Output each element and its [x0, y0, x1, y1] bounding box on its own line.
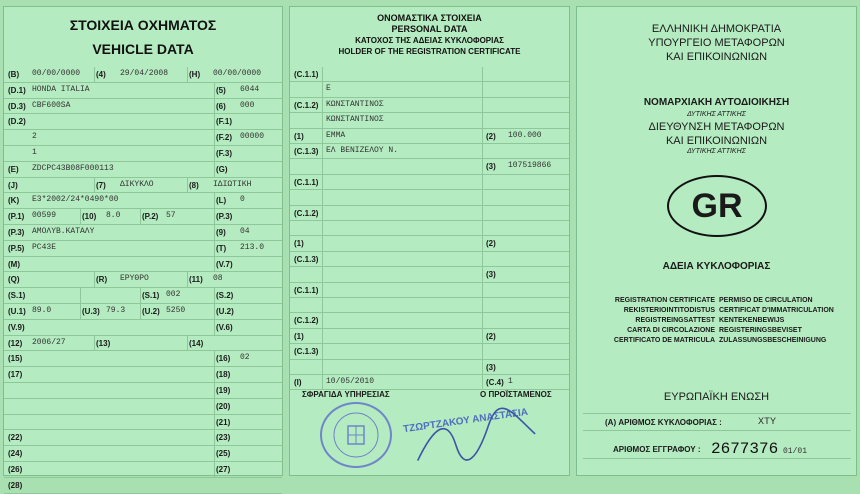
vehicle-row: [4, 130, 282, 146]
vehicle-field-label: (12): [8, 338, 23, 348]
vehicle-row-divider: [187, 336, 188, 352]
personal-row-divider: [322, 329, 323, 344]
vehicle-field-label: (26): [8, 465, 23, 474]
personal-field-label: (C.1.3): [294, 254, 319, 264]
vehicle-row: [4, 257, 282, 273]
vehicle-row: [4, 178, 282, 194]
vehicle-field-label: (S.1): [8, 291, 26, 301]
personal-row-divider: [482, 113, 483, 128]
personal-field-value: ΕΜΜΑ: [326, 130, 346, 140]
authority-panel: [576, 6, 857, 476]
personal-row-divider: [482, 190, 483, 205]
personal-row: [290, 144, 569, 159]
personal-row: [290, 236, 569, 251]
vehicle-row: [4, 304, 282, 320]
personal-field-value: ΕΛ ΒΕΝΙΖΕΛΟΥ Ν.: [326, 146, 399, 155]
vehicle-row: [4, 83, 282, 99]
personal-field-label: (1): [294, 239, 304, 249]
personal-row: [290, 190, 569, 205]
vehicle-field-label: (P.3): [8, 228, 25, 237]
personal-row: [290, 375, 569, 390]
certificate-translation: CERTIFICATO DE MATRICULA: [613, 337, 715, 344]
vehicle-row: [4, 446, 282, 462]
vehicle-field-label: (T): [216, 243, 227, 253]
personal-row-divider: [482, 221, 483, 236]
vehicle-field-label: (11): [189, 275, 203, 285]
vehicle-field-value: 89.0: [32, 306, 52, 315]
certificate-translation: REGISTRATION CERTIFICATE: [614, 297, 715, 304]
personal-row-divider: [322, 298, 323, 313]
vehicle-row: [4, 399, 282, 415]
personal-row-divider: [482, 67, 483, 82]
vehicle-field-label: (F.3): [216, 149, 232, 158]
vehicle-field-label: (25): [216, 449, 231, 459]
personal-row: [290, 67, 569, 82]
vehicle-row: [4, 320, 282, 336]
seal-label: ΣΦΡΑΓΙΔΑ ΥΠΗΡΕΣΙΑΣ: [302, 390, 390, 399]
vehicle-row-divider: [214, 193, 215, 209]
personal-field-label: (C.1.1): [294, 70, 319, 79]
vehicle-row-divider: [214, 288, 215, 304]
vehicle-row-divider: [80, 288, 81, 304]
vehicle-field-value: ΔΙΚΥΚΛΟ: [120, 179, 154, 189]
personal-row-divider: [482, 313, 483, 328]
republic-line: ΕΛΛΗΝΙΚΗ ΔΗΜΟΚΡΑΤΙΑ: [651, 23, 782, 35]
vehicle-field-label: (7): [96, 180, 106, 190]
vehicle-field-value: ΑΜΟΛΥΒ.ΚΑΤΑΛΥ: [32, 227, 95, 236]
vehicle-field-label: (H): [189, 70, 201, 79]
vehicle-field-label: (J): [8, 180, 18, 190]
seal-emblem-icon: [322, 404, 390, 466]
eu-label: ΕΥΡΩΠΑΪΚΗ ΕΝΩΣΗ: [663, 391, 770, 403]
personal-field-label: (C.1.2): [294, 208, 319, 218]
vehicle-row-divider: [187, 178, 188, 194]
certificate-translation: PERMISO DE CIRCULATION: [719, 297, 813, 304]
vehicle-row-divider: [140, 288, 141, 304]
certificate-translation: KENTEKENBEWIJS: [719, 317, 785, 324]
vehicle-field-label: (F.1): [216, 117, 232, 127]
vehicle-field-label: (U.1): [8, 307, 26, 316]
vehicle-row: [4, 225, 282, 241]
vehicle-row-divider: [214, 367, 215, 383]
vehicle-field-value: 0: [240, 195, 245, 205]
personal-row-divider: [322, 360, 323, 375]
personal-row: [290, 360, 569, 375]
personal-field-label: (C.1.3): [294, 347, 319, 357]
vehicle-row: [4, 162, 282, 178]
personal-row-divider: [322, 283, 323, 298]
personal-row-divider: [322, 67, 323, 82]
personal-row-divider: [482, 267, 483, 282]
personal-row: [290, 344, 569, 359]
personal-row-divider: [482, 252, 483, 267]
vehicle-field-value: 00/00/0000: [213, 69, 262, 78]
vehicle-row-divider: [94, 272, 95, 288]
vehicle-row-divider: [214, 430, 215, 446]
vehicle-row: [4, 288, 282, 304]
personal-row-divider: [482, 360, 483, 375]
personal-row: [290, 113, 569, 128]
vehicle-row-divider: [140, 209, 141, 225]
personal-row-divider: [482, 159, 483, 174]
plate-row: [583, 413, 851, 431]
vehicle-field-label: (B): [8, 70, 20, 79]
vehicle-row-divider: [214, 99, 215, 115]
vehicle-field-label: (S.1): [142, 291, 160, 301]
vehicle-field-label: (6): [216, 101, 226, 111]
document-number-label: ΑΡΙΘΜΟΣ ΕΓΓΡΑΦΟΥ :: [613, 445, 701, 454]
personal-field-value: ΚΩΝΣΤΑΝΤΙΝΟΣ: [326, 99, 384, 109]
vehicle-row: [4, 415, 282, 431]
personal-row-divider: [322, 159, 323, 174]
certificate-translation: ZULASSUNGSBESCHEINIGUNG: [719, 337, 827, 344]
vehicle-row-divider: [94, 336, 95, 352]
vehicle-field-value: ΕΡΥΘΡΟ: [120, 274, 149, 284]
vehicle-row-divider: [80, 304, 81, 320]
vehicle-row: [4, 146, 282, 162]
personal-title-greek: ΟΝΟΜΑΣΤΙΚΑ ΣΤΟΙΧΕΙΑ: [377, 13, 482, 23]
vehicle-field-label: (S.2): [216, 291, 234, 301]
vehicle-field-label: (19): [216, 386, 231, 395]
vehicle-field-label: (4): [96, 70, 106, 79]
personal-row-divider: [482, 283, 483, 298]
vehicle-field-label: (14): [189, 338, 204, 348]
vehicle-field-label: (E): [8, 164, 19, 174]
personal-side-label: (3): [486, 270, 496, 280]
vehicle-field-label: (Q): [8, 275, 20, 285]
personal-row-divider: [482, 344, 483, 359]
vehicle-field-value: ZDCPC43B08F000113: [32, 163, 114, 173]
personal-row-divider: [482, 144, 483, 159]
directorate-line: ΔΙΕΥΘΥΝΣΗ ΜΕΤΑΦΟΡΩΝ: [648, 121, 785, 133]
vehicle-row-divider: [214, 241, 215, 257]
vehicle-field-label: (G): [216, 164, 228, 174]
vehicle-field-label: (8): [189, 180, 199, 190]
certificate-title: ΑΔΕΙΑ ΚΥΚΛΟΦΟΡΙΑΣ: [662, 261, 771, 272]
round-seal-stamp: [320, 402, 392, 468]
personal-field-value: ΚΩΝΣΤΑΝΤΙΝΟΣ: [326, 115, 384, 125]
certificate-translation: REGISTREINGSATTEST: [635, 317, 715, 324]
vehicle-row: [4, 272, 282, 288]
vehicle-row-divider: [214, 130, 215, 146]
name-stamp: [391, 391, 564, 483]
vehicle-row-divider: [214, 162, 215, 178]
vehicle-row-divider: [187, 67, 188, 83]
vehicle-field-value: 1: [32, 148, 37, 157]
personal-row: [290, 98, 569, 113]
vehicle-row-divider: [214, 257, 215, 273]
stamp-name-text: ΤΖΩΡΤΖΑΚΟΥ ΑΝΑΣΤΑΣΙΑ: [402, 406, 529, 436]
personal-row-divider: [322, 190, 323, 205]
personal-row-divider: [482, 82, 483, 97]
document-number-suffix: 01/01: [783, 447, 808, 456]
holder-title-english: HOLDER OF THE REGISTRATION CERTIFICATE: [338, 47, 521, 56]
personal-side-label: (3): [486, 362, 496, 372]
head-label: Ο ΠΡΟΪΣΤΑΜΕΝΟΣ: [480, 390, 552, 399]
vehicle-row-divider: [94, 178, 95, 194]
personal-row-divider: [322, 267, 323, 282]
vehicle-title-english: VEHICLE DATA: [92, 41, 194, 57]
vehicle-data-panel: [3, 6, 283, 490]
personal-row: [290, 313, 569, 328]
personal-side-label: (2): [486, 239, 496, 249]
vehicle-field-label: (18): [216, 370, 231, 380]
personal-title-english: PERSONAL DATA: [391, 24, 468, 34]
vehicle-field-value: 02: [240, 353, 250, 363]
personal-row: [290, 175, 569, 190]
vehicle-row: [4, 336, 282, 352]
vehicle-field-label: (24): [8, 449, 23, 459]
signature-icon: [391, 393, 548, 473]
personal-row-divider: [322, 206, 323, 221]
vehicle-field-value: 6044: [240, 84, 260, 94]
vehicle-field-value: 08: [213, 274, 223, 284]
certificate-translation: REGISTERINGSBEVISET: [719, 327, 802, 334]
vehicle-field-label: (13): [96, 338, 111, 348]
vehicle-field-label: (K): [8, 196, 20, 206]
vehicle-field-label: (D.3): [8, 101, 26, 111]
certificate-translation: CERTIFICAT D'IMMATRICULATION: [719, 307, 834, 314]
vehicle-field-value: 29/04/2008: [120, 69, 169, 78]
vehicle-field-value: 79.3: [106, 306, 126, 315]
personal-row-divider: [322, 175, 323, 190]
personal-row-divider: [482, 298, 483, 313]
personal-field-label: (C.1.3): [294, 147, 319, 156]
vehicle-field-value: 000: [240, 100, 255, 110]
vehicle-row-divider: [187, 272, 188, 288]
personal-row-divider: [322, 144, 323, 159]
plate-label: (A) ΑΡΙΘΜΟΣ ΚΥΚΛΟΦΟΡΙΑΣ :: [605, 418, 722, 427]
vehicle-field-label: (U.3): [82, 307, 100, 316]
vehicle-field-label: (P.5): [8, 243, 25, 253]
vehicle-row: [4, 478, 282, 494]
vehicle-field-label: (21): [216, 417, 231, 427]
vehicle-row-divider: [214, 83, 215, 99]
country-code-oval: GR: [667, 175, 767, 237]
personal-field-value: Ε: [326, 84, 331, 94]
vehicle-row-divider: [214, 415, 215, 431]
personal-side-label: (3): [486, 162, 496, 172]
vehicle-row-divider: [214, 320, 215, 336]
vehicle-row: [4, 99, 282, 115]
personal-row-divider: [482, 98, 483, 113]
personal-row-divider: [482, 129, 483, 144]
personal-row: [290, 283, 569, 298]
vehicle-field-value: HONDA ITALIA: [32, 84, 90, 94]
vehicle-field-label: (9): [216, 228, 226, 237]
personal-row: [290, 252, 569, 267]
vehicle-row: [4, 193, 282, 209]
vehicle-row-divider: [214, 146, 215, 162]
document-number-row: [583, 437, 851, 459]
vehicle-field-label: (M): [8, 259, 20, 269]
personal-field-label: (I): [294, 378, 302, 387]
vehicle-row: [4, 209, 282, 225]
personal-field-label: (C.1.2): [294, 100, 319, 110]
personal-row-divider: [322, 98, 323, 113]
personal-side-label: (2): [486, 131, 496, 141]
vehicle-field-value: CBF600SA: [32, 100, 71, 110]
vehicle-field-value: 8.0: [106, 211, 121, 221]
vehicle-row-divider: [214, 304, 215, 320]
ministry-line-2: ΚΑΙ ΕΠΙΚΟΙΝΩΝΙΩΝ: [665, 51, 768, 63]
vehicle-field-label: (P.1): [8, 212, 25, 222]
region-line-2: ΔΥΤΙΚΗΣ ΑΤΤΙΚΗΣ: [687, 148, 746, 155]
vehicle-field-value: 57: [166, 211, 176, 221]
vehicle-field-value: 5250: [166, 306, 186, 315]
personal-side-value: 100.000: [508, 130, 542, 140]
personal-side-label: (C.4): [486, 378, 504, 387]
vehicle-field-label: (D.2): [8, 117, 26, 127]
vehicle-row: [4, 367, 282, 383]
personal-side-value: 107519866: [508, 161, 552, 171]
personal-row-divider: [322, 221, 323, 236]
vehicle-field-label: (P.3): [216, 212, 233, 222]
vehicle-field-label: (17): [8, 370, 23, 380]
vehicle-field-label: (10): [82, 212, 97, 222]
certificate-translation: REKISTERIOINTITODISTUS: [623, 307, 715, 314]
vehicle-field-value: 2: [32, 132, 37, 142]
personal-row: [290, 129, 569, 144]
vehicle-row-divider: [214, 399, 215, 415]
region-line: ΔΥΤΙΚΗΣ ΑΤΤΙΚΗΣ: [687, 111, 746, 118]
vehicle-field-value: 002: [166, 290, 181, 300]
personal-row-divider: [482, 375, 483, 390]
personal-row: [290, 221, 569, 236]
vehicle-field-value: 00000: [240, 132, 265, 142]
personal-row-divider: [322, 82, 323, 97]
vehicle-field-label: (27): [216, 465, 231, 474]
vehicle-field-label: (22): [8, 433, 23, 443]
plate-value: XTY: [758, 417, 777, 428]
vehicle-row-divider: [214, 383, 215, 399]
vehicle-row-divider: [94, 67, 95, 83]
vehicle-field-value: 00/00/0000: [32, 69, 81, 78]
vehicle-row: [4, 430, 282, 446]
vehicle-field-label: (U.2): [216, 307, 234, 316]
personal-field-label: (1): [294, 131, 304, 141]
personal-side-label: (2): [486, 331, 496, 341]
personal-field-label: (C.1.1): [294, 285, 319, 295]
document-number-value: 2677376: [711, 440, 779, 458]
vehicle-field-label: (23): [216, 433, 231, 443]
personal-field-value: 10/05/2010: [326, 377, 375, 386]
personal-row-divider: [482, 206, 483, 221]
personal-row-divider: [322, 252, 323, 267]
vehicle-field-label: (D.1): [8, 85, 26, 95]
vehicle-field-label: (V.7): [216, 259, 233, 269]
vehicle-field-value: 213.0: [240, 242, 265, 252]
vehicle-row: [4, 383, 282, 399]
vehicle-field-label: (V.9): [8, 322, 25, 332]
vehicle-row: [4, 67, 282, 83]
personal-row-divider: [482, 175, 483, 190]
vehicle-title-greek: ΣΤΟΙΧΕΙΑ ΟΧΗΜΑΤΟΣ: [69, 17, 217, 33]
personal-row: [290, 206, 569, 221]
holder-title-greek: ΚΑΤΟΧΟΣ ΤΗΣ ΑΔΕΙΑΣ ΚΥΚΛΟΦΟΡΙΑΣ: [355, 36, 504, 45]
personal-row: [290, 159, 569, 174]
personal-data-panel: [289, 6, 570, 476]
vehicle-row-divider: [214, 209, 215, 225]
vehicle-row-divider: [140, 304, 141, 320]
personal-row: [290, 298, 569, 313]
personal-row-divider: [322, 129, 323, 144]
vehicle-field-value: ΙΔΙΩΤΙΚΗ: [213, 179, 252, 189]
vehicle-field-label: (16): [216, 354, 231, 364]
personal-row: [290, 329, 569, 344]
vehicle-field-value: 00599: [32, 211, 57, 221]
prefecture-line: ΝΟΜΑΡΧΙΑΚΗ ΑΥΤΟΔΙΟΙΚΗΣΗ: [643, 97, 790, 108]
vehicle-field-label: (V.6): [216, 322, 233, 332]
personal-row-divider: [322, 375, 323, 390]
vehicle-field-value: 2006/27: [32, 337, 66, 347]
personal-row-divider: [322, 344, 323, 359]
vehicle-field-label: (R): [96, 275, 108, 285]
vehicle-row-divider: [214, 351, 215, 367]
vehicle-field-value: PC43E: [32, 242, 57, 252]
vehicle-field-label: (U.2): [142, 307, 160, 316]
vehicle-field-label: (15): [8, 354, 23, 364]
vehicle-field-label: (F.2): [216, 133, 232, 143]
vehicle-field-label: (P.2): [142, 212, 159, 222]
vehicle-field-label: (20): [216, 401, 231, 411]
vehicle-field-value: E3*2002/24*0490*00: [32, 195, 119, 205]
ministry-line: ΥΠΟΥΡΓΕΙΟ ΜΕΤΑΦΟΡΩΝ: [648, 37, 785, 49]
personal-field-label: (C.1.1): [294, 177, 319, 187]
vehicle-row-divider: [214, 114, 215, 130]
vehicle-row: [4, 462, 282, 478]
vehicle-field-label: (L): [216, 196, 227, 206]
vehicle-row: [4, 351, 282, 367]
personal-row: [290, 267, 569, 282]
directorate-line-2: ΚΑΙ ΕΠΙΚΟΙΝΩΝΙΩΝ: [665, 135, 768, 147]
personal-row-divider: [322, 113, 323, 128]
personal-field-label: (1): [294, 331, 304, 341]
vehicle-row-divider: [80, 209, 81, 225]
vehicle-field-value: 04: [240, 227, 250, 236]
vehicle-row: [4, 241, 282, 257]
vehicle-row-divider: [214, 446, 215, 462]
personal-row-divider: [482, 236, 483, 251]
vehicle-field-label: (5): [216, 85, 226, 95]
vehicle-row-divider: [214, 462, 215, 478]
personal-row: [290, 82, 569, 97]
vehicle-row: [4, 114, 282, 130]
personal-field-label: (C.1.2): [294, 316, 319, 326]
vehicle-field-label: (28): [8, 480, 23, 490]
vehicle-row-divider: [214, 225, 215, 241]
personal-row-divider: [322, 313, 323, 328]
personal-row-divider: [322, 236, 323, 251]
personal-side-value: 1: [508, 377, 513, 386]
certificate-translation: CARTA DI CIRCOLAZIONE: [627, 327, 715, 334]
personal-row-divider: [482, 329, 483, 344]
